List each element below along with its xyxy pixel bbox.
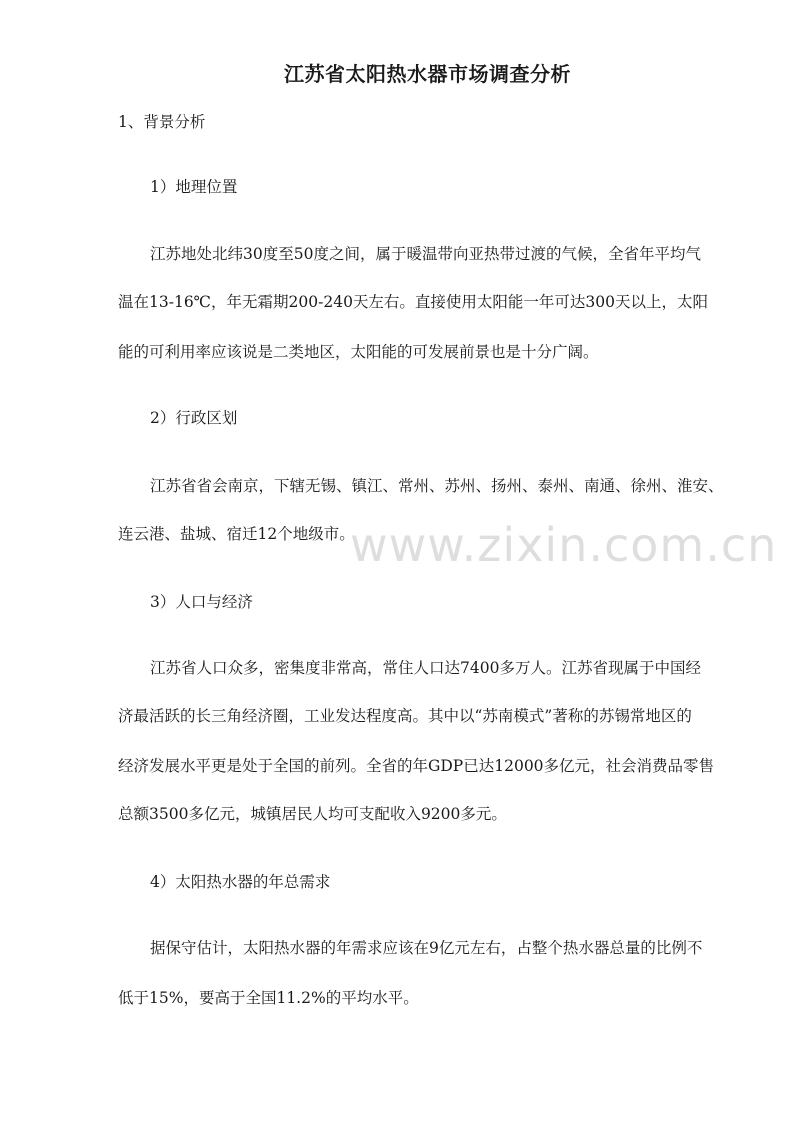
- watermark: www.zixin.com.cn: [350, 518, 778, 572]
- subheading-population: 3）人口与经济: [150, 593, 253, 611]
- paragraph-line: 能的可利用率应该说是二类地区，太阳能的可发展前景也是十分广阔。: [118, 343, 599, 361]
- paragraph-line: 江苏地处北纬30度至50度之间，属于暖温带向亚热带过渡的气候，全省年平均气: [150, 245, 701, 263]
- section-heading-background: 1、背景分析: [118, 113, 206, 131]
- paragraph-line: 济最活跃的长三角经济圈，工业发达程度高。其中以“苏南模式”著称的苏锡常地区的: [118, 707, 692, 725]
- paragraph-line: 江苏省人口众多，密集度非常高，常住人口达7400多万人。江苏省现属于中国经: [150, 659, 701, 677]
- paragraph-line: 江苏省省会南京，下辖无锡、镇江、常州、苏州、扬州、泰州、南通、徐州、淮安、: [150, 477, 724, 495]
- document-title: 江苏省太阳热水器市场调查分析: [284, 62, 571, 86]
- subheading-demand: 4）太阳热水器的年总需求: [150, 873, 331, 891]
- paragraph-line: 低于15%，要高于全国11.2%的平均水平。: [118, 989, 419, 1007]
- subheading-administrative: 2）行政区划: [150, 409, 238, 427]
- paragraph-line: 温在13-16℃，年无霜期200-240天左右。直接使用太阳能一年可达300天以上，太阳: [118, 293, 709, 311]
- paragraph-line: 据保守估计，太阳热水器的年需求应该在9亿元左右，占整个热水器总量的比例不: [150, 939, 703, 957]
- paragraph-line: 经济发展水平更是处于全国的前列。全省的年GDP已达12000多亿元，社会消费品零售: [118, 757, 715, 775]
- paragraph-line: 总额3500多亿元，城镇居民人均可支配收入9200多元。: [118, 805, 507, 823]
- subheading-geography: 1）地理位置: [150, 178, 238, 196]
- paragraph-line: 连云港、盐城、宿迁12个地级市。: [118, 525, 355, 543]
